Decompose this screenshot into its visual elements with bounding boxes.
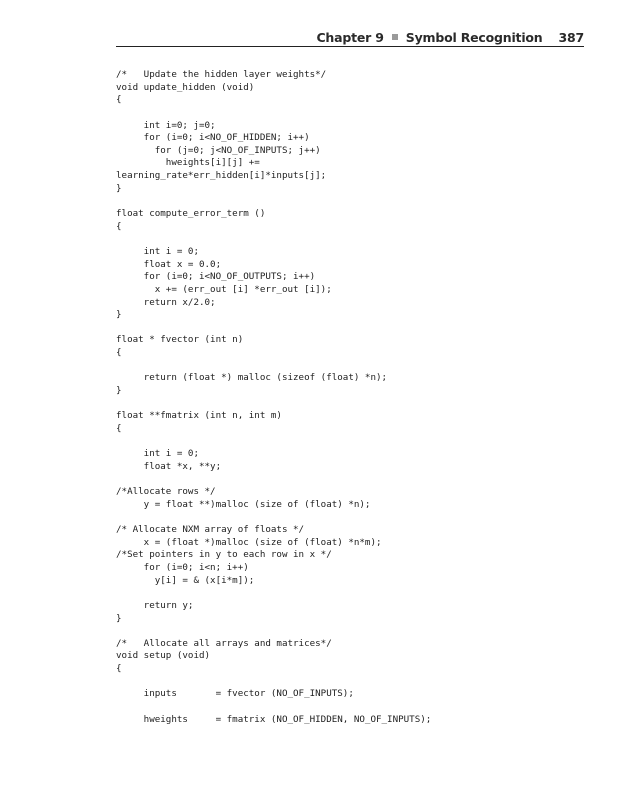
code-line: /* Allocate all arrays and matrices*/ bbox=[116, 637, 332, 649]
code-line: for (i=0; i<NO_OF_OUTPUTS; i++) bbox=[116, 271, 316, 283]
code-line: hweights[i][j] += bbox=[116, 157, 260, 169]
code-line: { bbox=[116, 663, 122, 675]
code-line: { bbox=[116, 220, 122, 232]
code-line bbox=[116, 587, 586, 600]
code-line: float **fmatrix (int n, int m) bbox=[116, 410, 282, 422]
code-line: { bbox=[116, 422, 122, 434]
code-listing bbox=[116, 69, 586, 726]
code-line: learning_rate*err_hidden[i]*inputs[j]; bbox=[116, 170, 327, 182]
code-line: float *x, **y; bbox=[116, 460, 222, 472]
code-line bbox=[116, 360, 586, 373]
code-line bbox=[116, 322, 586, 335]
code-line: void update_hidden (void) bbox=[116, 81, 255, 93]
code-line: for (i=0; i<n; i++) bbox=[116, 561, 249, 573]
code-line: /*Set pointers in y to each row in x */ bbox=[116, 549, 332, 561]
code-line bbox=[116, 107, 586, 120]
code-line: } bbox=[116, 182, 122, 194]
code-line bbox=[116, 195, 586, 208]
code-line: return x/2.0; bbox=[116, 296, 216, 308]
code-line: float compute_error_term () bbox=[116, 208, 266, 220]
code-line bbox=[116, 625, 586, 638]
code-line: y = float **)malloc (size of (float) *n); bbox=[116, 498, 371, 510]
code-line: } bbox=[116, 385, 122, 397]
code-line: float x = 0.0; bbox=[116, 258, 222, 270]
code-line: /*Allocate rows */ bbox=[116, 486, 216, 498]
code-line: int i = 0; bbox=[116, 448, 199, 460]
header-rule bbox=[116, 46, 584, 47]
code-line: hweights = fmatrix (NO_OF_HIDDEN, NO_OF_INPUTS); bbox=[116, 713, 432, 725]
chapter-title: Symbol Recognition bbox=[405, 29, 543, 45]
code-line bbox=[116, 701, 586, 714]
code-line: return y; bbox=[116, 599, 194, 611]
running-header bbox=[116, 28, 584, 46]
code-line: } bbox=[116, 612, 122, 624]
code-line: } bbox=[116, 309, 122, 321]
code-line bbox=[116, 436, 586, 449]
code-line: return (float *) malloc (sizeof (float) *n); bbox=[116, 372, 388, 384]
square-separator-icon bbox=[392, 34, 398, 40]
code-line bbox=[116, 676, 586, 689]
code-line: int i = 0; bbox=[116, 245, 199, 257]
code-line: int i=0; j=0; bbox=[116, 119, 216, 131]
code-line: for (i=0; i<NO_OF_HIDDEN; i++) bbox=[116, 132, 310, 144]
page-number: 387 bbox=[558, 29, 584, 45]
code-line: void setup (void) bbox=[116, 650, 211, 662]
code-line: for (j=0; j<NO_OF_INPUTS; j++) bbox=[116, 144, 321, 156]
code-line: /* Update the hidden layer weights*/ bbox=[116, 69, 327, 80]
code-line: x += (err_out [i] *err_out [i]); bbox=[116, 283, 332, 295]
code-line: { bbox=[116, 347, 122, 359]
code-line bbox=[116, 233, 586, 246]
code-line bbox=[116, 511, 586, 524]
code-line: float * fvector (int n) bbox=[116, 334, 244, 346]
code-line: x = (float *)malloc (size of (float) *n*m); bbox=[116, 536, 382, 548]
code-line: { bbox=[116, 94, 122, 106]
code-line: inputs = fvector (NO_OF_INPUTS); bbox=[116, 688, 354, 700]
chapter-label: Chapter 9 bbox=[316, 29, 384, 45]
code-line: y[i] = & (x[i*m]); bbox=[116, 574, 255, 586]
code-line bbox=[116, 398, 586, 411]
code-line bbox=[116, 474, 586, 487]
code-line: /* Allocate NXM array of floats */ bbox=[116, 524, 305, 536]
